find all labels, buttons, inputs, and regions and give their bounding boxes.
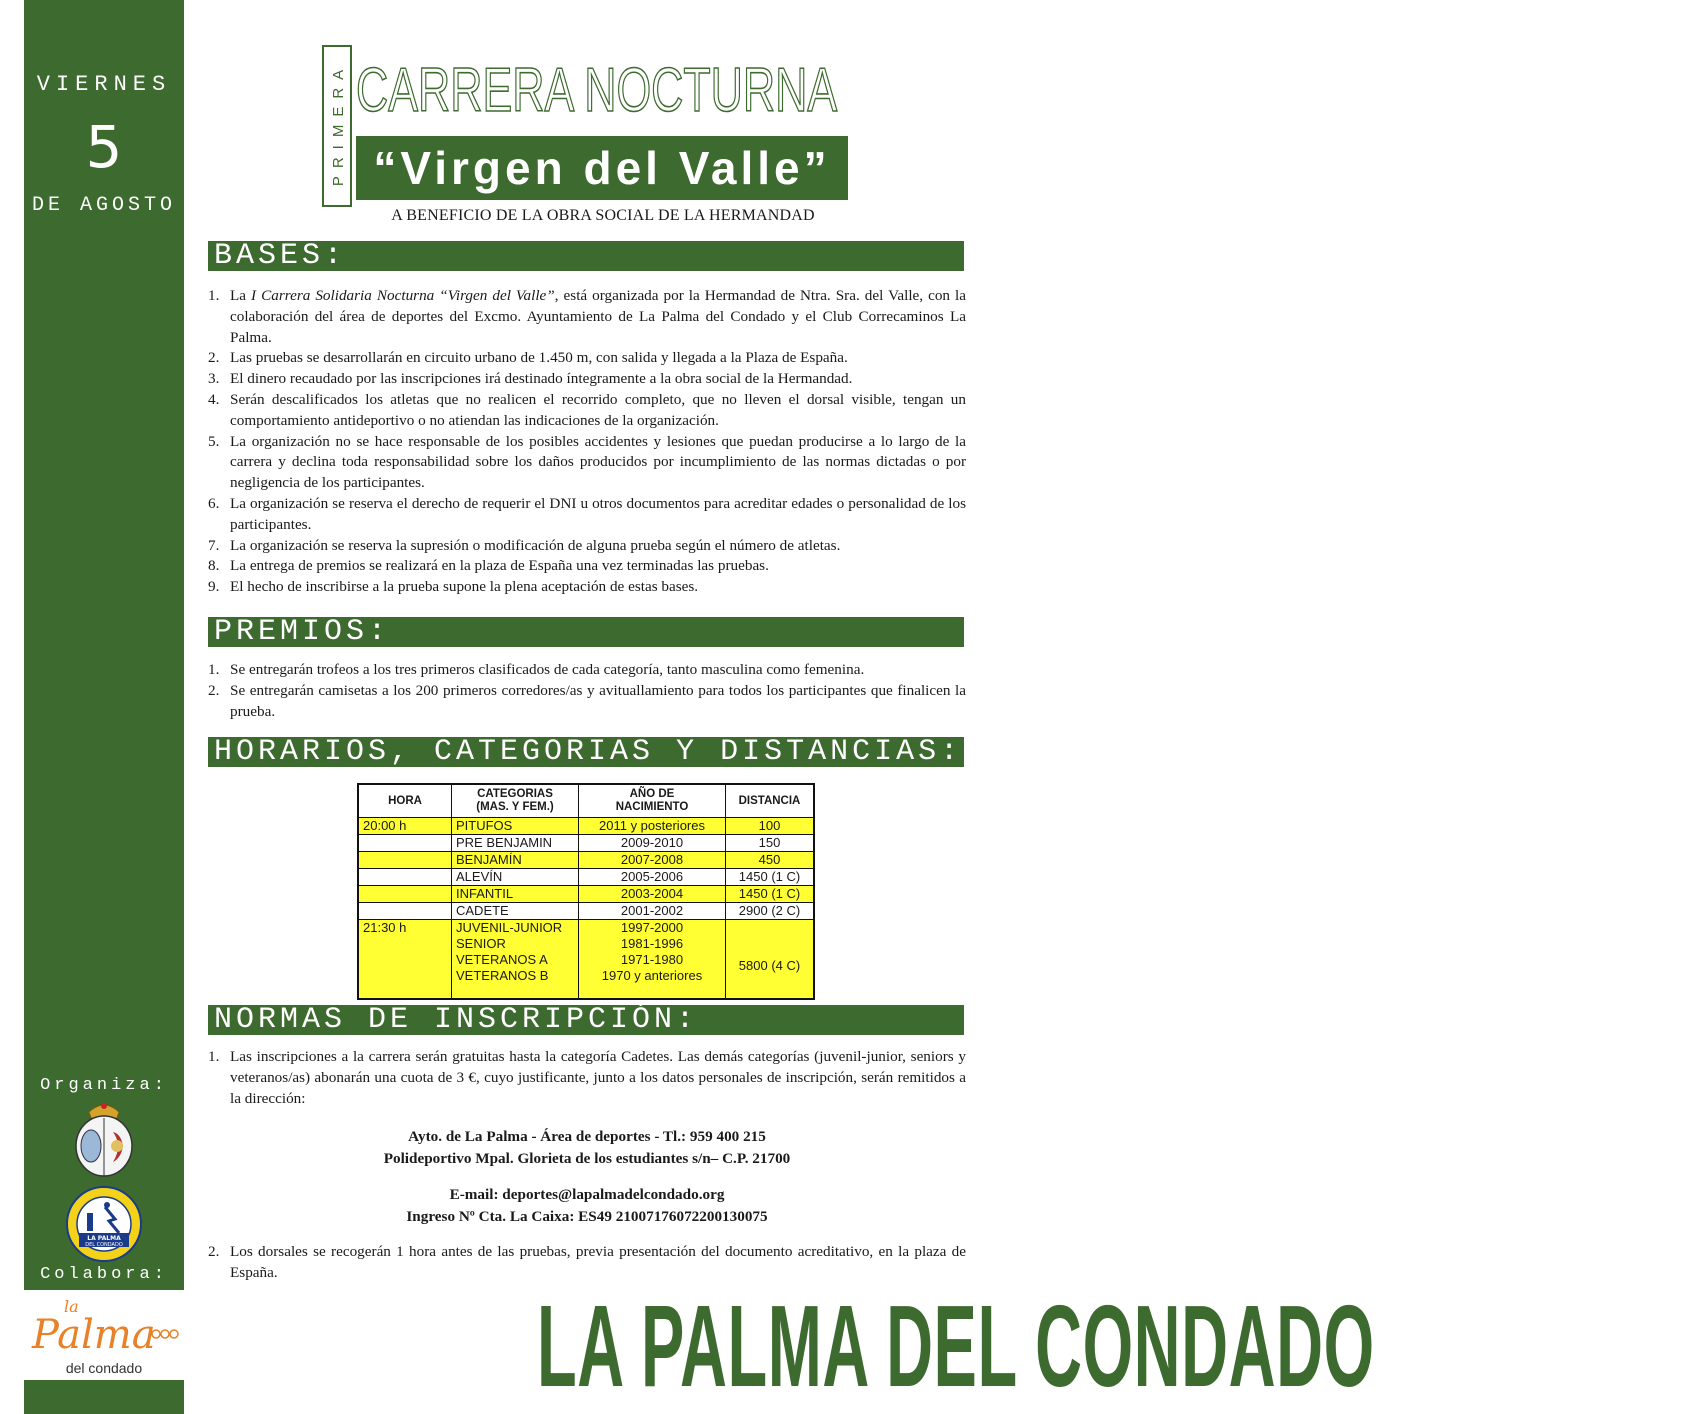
svg-text:la: la bbox=[64, 1297, 79, 1316]
address-line-1: Ayto. de La Palma - Área de deportes - Tl.: 959 400 215 bbox=[408, 1128, 766, 1145]
colabora-label: Colabora: bbox=[40, 1265, 168, 1284]
email-line: E-mail: deportes@lapalmadelcondado.org bbox=[449, 1186, 725, 1203]
col-hora: HORA bbox=[358, 784, 452, 818]
categories-table bbox=[357, 783, 815, 1000]
list-item: 2. Se entregarán camisetas a los 200 primeros corredores/as y avituallamiento para todos los participantes que finalicen la prueba. bbox=[208, 681, 966, 720]
hermandad-crest-logo bbox=[24, 1098, 184, 1180]
primera-label: PRIMERA bbox=[330, 61, 347, 187]
club-badge-icon bbox=[65, 1185, 143, 1263]
title-virgen-del-valle: “Virgen del Valle” bbox=[356, 136, 848, 200]
normas-heading: NORMAS DE INSCRIPCIÓN: bbox=[214, 1003, 699, 1037]
crest-icon bbox=[69, 1098, 139, 1180]
organiza-label: Organiza: bbox=[40, 1076, 168, 1095]
table-row: ALEVÍN 2005-2006 1450 (1 C) bbox=[358, 869, 814, 886]
list-item: 4. Serán descalificados los atletas que no realicen el recorrido completo, que no lleven el dorsal visible, tengan un comportamiento antideportivo o no atiendan las indicaciones de la organización. bbox=[208, 390, 966, 429]
list-item: 1. Se entregarán trofeos a los tres primeros clasificados de cada categoría, tanto masculina como femenina. bbox=[208, 661, 865, 678]
table-row: 20:00 h PITUFOS 2011 y posteriores 100 bbox=[358, 818, 814, 835]
col-categorias: CATEGORIAS (MAS. Y FEM.) bbox=[452, 784, 579, 818]
list-item: 2. Las pruebas se desarrollarán en circuito urbano de 1.450 m, con salida y llegada a la Plaza de España. bbox=[208, 349, 848, 367]
council-logo bbox=[24, 1290, 184, 1380]
table-row: CADETE 2001-2002 2900 (2 C) bbox=[358, 903, 814, 920]
svg-text:LA PALMA: LA PALMA bbox=[87, 1235, 121, 1242]
bases-heading-bar bbox=[208, 241, 964, 271]
normas-list bbox=[208, 1047, 966, 1109]
list-item: 2. Los dorsales se recogerán 1 hora antes de las pruebas, previa presentación del documento acreditativo, en la plaza de España. bbox=[208, 1243, 966, 1281]
premios-heading: PREMIOS: bbox=[214, 615, 391, 649]
col-ano: AÑO DE NACIMIENTO bbox=[579, 784, 726, 818]
normas-list-2 bbox=[208, 1242, 966, 1284]
table-row: PRE BENJAMIN 2009-2010 150 bbox=[358, 835, 814, 852]
address-line-2: Polideportivo Mpal. Glorieta de los estudiantes s/n– C.P. 21700 bbox=[383, 1150, 791, 1167]
table-row: BENJAMÍN 2007-2008 450 bbox=[358, 852, 814, 869]
subtitle: A BENEFICIO DE LA OBRA SOCIAL DE LA HERMANDAD bbox=[391, 207, 815, 224]
list-item: 9. El hecho de inscribirse a la prueba supone la plena aceptación de estas bases. bbox=[208, 578, 699, 596]
table-row-group: 21:30 h JUVENIL-JUNIOR SENIOR VETERANOS A VETERANOS B 1997-2000 1981-1996 1971-1980 1970 y anteriores 5800 (4 C) bbox=[358, 920, 814, 1000]
event-month: DE AGOSTO bbox=[31, 194, 177, 217]
svg-text:Palma: Palma bbox=[32, 1312, 156, 1358]
table-row: INFANTIL 2003-2004 1450 (1 C) bbox=[358, 886, 814, 903]
list-item: 1. Las inscripciones a la carrera serán gratuitas hasta la categoría Cadetes. Las demás categorías (juvenil-junior, seniors y veteranos/as) abonarán una cuota de 3 €, cuyo justificante, junto a los datos personales de inscripción, serán remitidos a la dirección: bbox=[208, 1048, 966, 1107]
table-header-row bbox=[358, 784, 814, 818]
premios-list bbox=[208, 660, 966, 722]
palma-logo-icon bbox=[24, 1290, 184, 1360]
svg-text:DEL CONDADO: DEL CONDADO bbox=[85, 1242, 123, 1248]
title-carrera-nocturna: CARRERA NOCTURNA bbox=[356, 56, 838, 125]
list-item: 5. La organización no se hace responsable de los posibles accidentes y lesiones que puedan producirse a lo largo de la carrera y declina toda responsabilidad sobre los daños producidos por incumplimiento de las normas dictadas o por negligencia de los participantes. bbox=[208, 432, 966, 492]
normas-heading-bar bbox=[208, 1005, 964, 1035]
horarios-heading: HORARIOS, CATEGORIAS Y DISTANCIAS: bbox=[214, 735, 963, 769]
event-date-number: 5 bbox=[85, 113, 123, 181]
col-distancia: DISTANCIA bbox=[726, 784, 815, 818]
palma-logo-subtitle: del condado bbox=[65, 1360, 143, 1376]
list-item: 6. La organización se reserva el derecho de requerir el DNI u otros documentos para acreditar edades o personalidad de los participantes. bbox=[208, 494, 966, 533]
primera-vertical-box bbox=[322, 45, 352, 207]
club-correcaminos-logo bbox=[24, 1185, 184, 1263]
premios-heading-bar bbox=[208, 617, 964, 647]
list-item: 3. El dinero recaudado por las inscripciones irá destinado íntegramente a la obra social de la Hermandad. bbox=[208, 370, 853, 388]
bases-list bbox=[208, 286, 966, 598]
list-item: 7. La organización se reserva la supresión o modificación de alguna prueba según el número de atletas. bbox=[208, 536, 841, 554]
bases-heading: BASES: bbox=[214, 239, 347, 273]
list-item: 8. La entrega de premios se realizará en la plaza de España una vez terminadas las pruebas. bbox=[208, 557, 769, 575]
footer-town-name: LA PALMA DEL CONDADO bbox=[537, 1281, 1375, 1411]
bank-line: Ingreso Nº Cta. La Caixa: ES49 21007176072200130075 bbox=[406, 1208, 768, 1225]
list-item: 1. La I Carrera Solidaria Nocturna “Virgen del Valle”, está organizada por la Hermandad de Ntra. Sra. del Valle, con la colaboración del área de deportes del Excmo. Ayuntamiento de La Palma del Condado y el Club Correcaminos La Palma. bbox=[208, 287, 966, 346]
horarios-heading-bar bbox=[208, 737, 964, 767]
event-day: VIERNES bbox=[36, 72, 172, 97]
sidebar bbox=[24, 0, 184, 1414]
